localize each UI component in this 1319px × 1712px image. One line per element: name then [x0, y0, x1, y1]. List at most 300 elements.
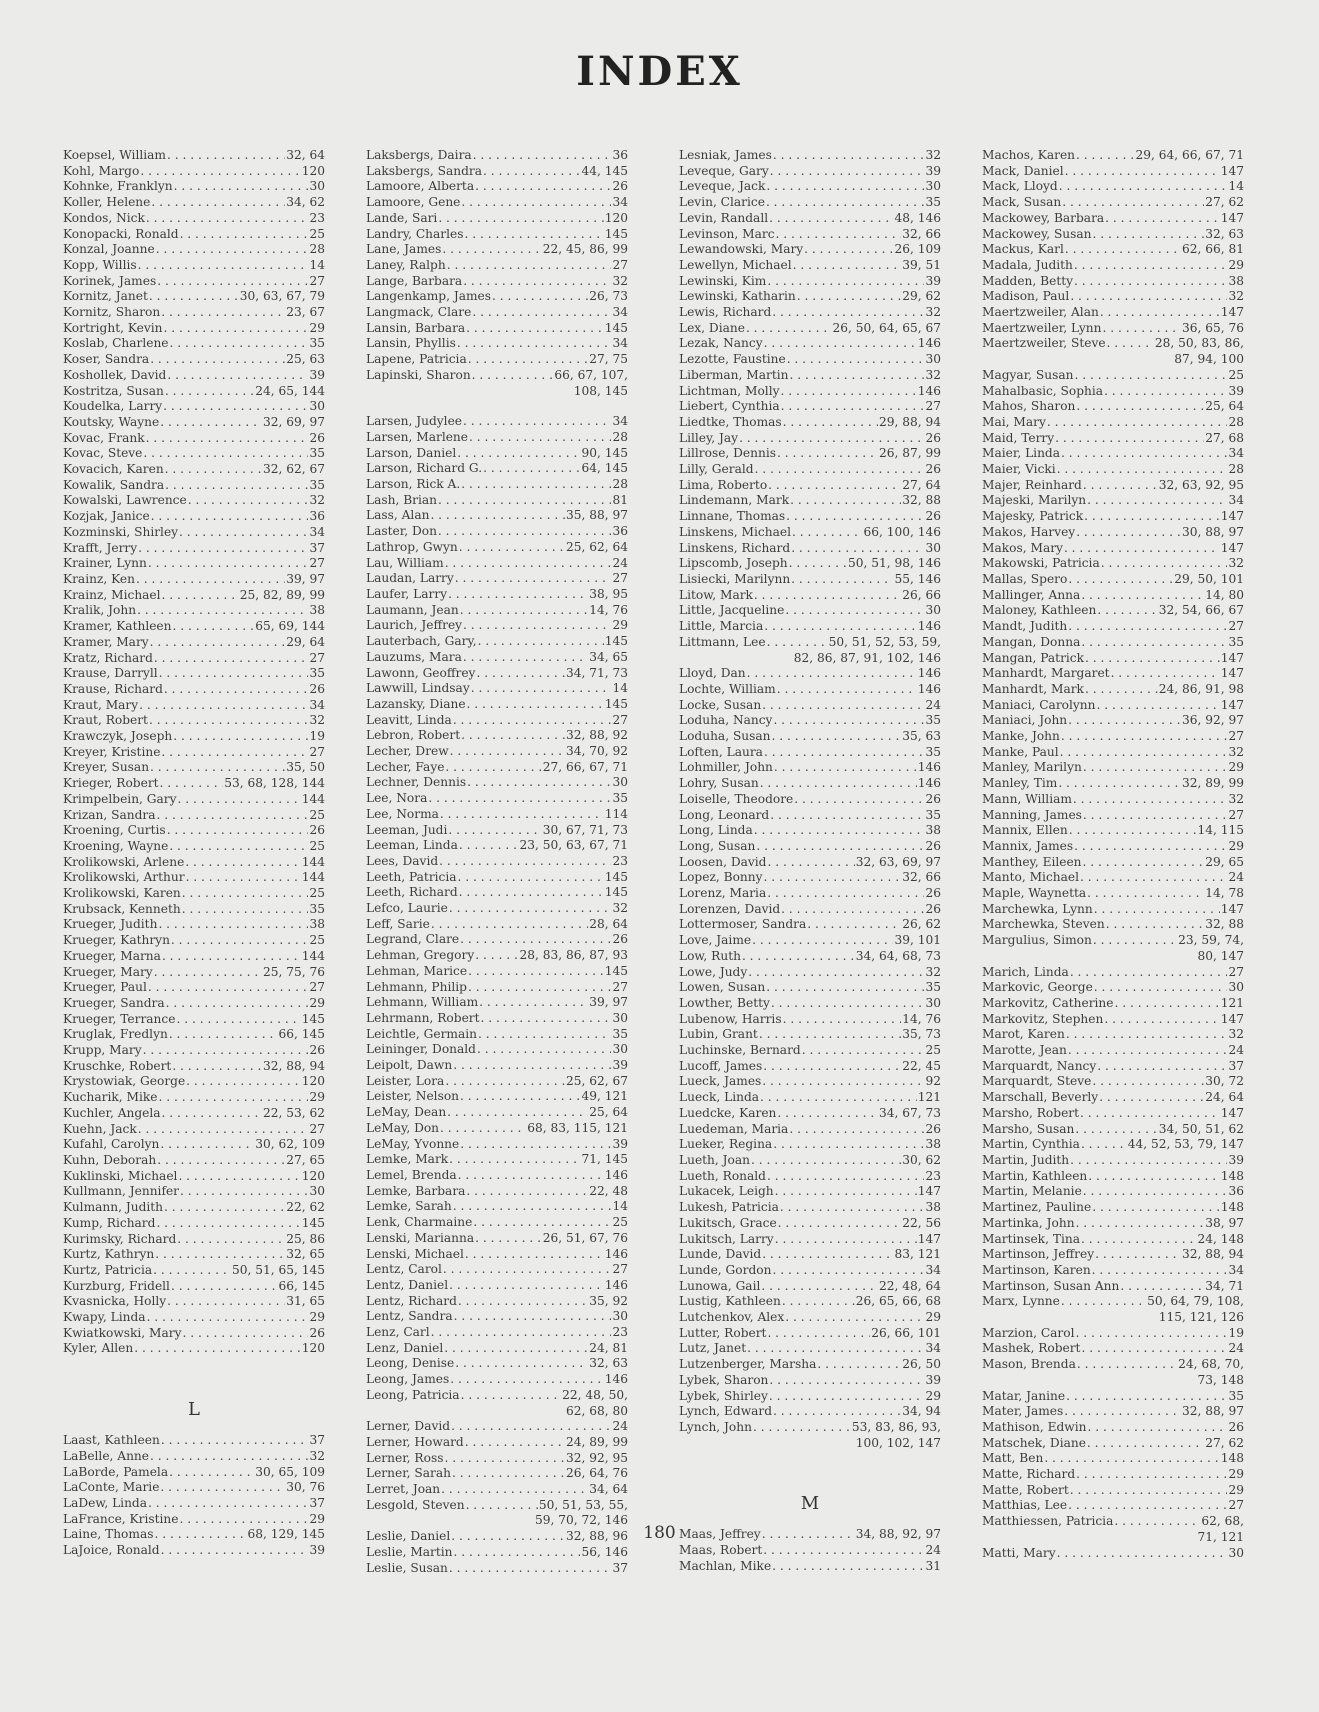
entry-pages: 56, 146	[581, 1544, 628, 1559]
entry-pages: 146	[604, 1277, 628, 1292]
entry-pages: 39	[925, 163, 941, 178]
entry-name: Maertzweiler, Steve	[982, 336, 1106, 351]
leader-dots	[457, 336, 612, 352]
leader-dots	[767, 274, 924, 290]
index-entry	[63, 1232, 325, 1248]
entry-name: Krueger, Paul	[63, 980, 147, 995]
leader-dots	[766, 980, 924, 996]
index-entry	[366, 1325, 628, 1341]
entry-pages: 27	[309, 556, 325, 571]
leader-dots	[492, 289, 588, 305]
entry-name: Lohmiller, John	[679, 760, 773, 775]
entry-pages: 30, 76	[286, 1480, 325, 1495]
entry-name: Little, Jacqueline	[679, 603, 785, 618]
entry-name: Larsen, Judylee	[366, 414, 462, 429]
leader-dots	[182, 902, 309, 918]
entry-name: Koslab, Charlene	[63, 336, 169, 351]
entry-name: Matte, Robert	[982, 1482, 1069, 1497]
index-entry	[982, 760, 1244, 776]
leader-dots	[1058, 776, 1181, 792]
leader-dots	[161, 1543, 309, 1559]
entry-name: Manthey, Eileen	[982, 854, 1082, 869]
entry-name: Maniaci, John	[982, 713, 1068, 728]
entry-pages: 36, 65, 76	[1181, 320, 1244, 335]
leader-dots	[138, 541, 308, 557]
leader-dots	[1093, 227, 1205, 243]
index-column-3	[679, 148, 941, 1574]
entry-name: Krafft, Jerry	[63, 540, 138, 555]
leader-dots	[1057, 462, 1228, 478]
entry-pages: 30	[925, 603, 941, 618]
entry-name: Majer, Reinhard	[982, 477, 1082, 492]
entry-name: Lewinski, Kim	[679, 273, 767, 288]
index-entry	[679, 446, 941, 462]
index-entry	[366, 728, 628, 744]
entry-pages-continued: 62, 68, 80	[565, 1403, 628, 1418]
leader-dots	[450, 1372, 604, 1388]
entry-name: Litow, Mark	[679, 587, 753, 602]
index-entry	[366, 1435, 628, 1451]
leader-dots	[465, 1247, 604, 1263]
entry-pages: 32, 66	[902, 226, 941, 241]
entry-name: Kufahl, Carolyn	[63, 1137, 160, 1152]
index-entry	[982, 776, 1244, 792]
leader-dots	[463, 618, 611, 634]
entry-pages: 32, 89, 99	[1181, 776, 1244, 791]
entry-pages: 32, 88	[1205, 917, 1244, 932]
entry-name: Lloyd, Dan	[679, 666, 746, 681]
index-entry	[679, 1404, 941, 1420]
entry-name: Love, Jaime	[679, 933, 752, 948]
index-entry	[679, 980, 941, 996]
entry-pages: 32, 88, 92	[565, 728, 628, 743]
leader-dots	[1047, 415, 1228, 431]
entry-pages: 32	[612, 901, 628, 916]
index-entry	[679, 1263, 941, 1279]
leader-dots	[466, 1184, 588, 1200]
leader-dots	[789, 556, 847, 572]
entry-pages-continued: 87, 94, 100	[1174, 352, 1244, 367]
index-entry	[982, 1326, 1244, 1342]
leader-dots	[1065, 242, 1181, 258]
entry-name: Lillrose, Dennis	[679, 446, 777, 461]
leader-dots	[143, 1043, 309, 1059]
entry-name: Martin, Kathleen	[982, 1168, 1088, 1183]
leader-dots	[792, 525, 862, 541]
entry-name: Mahos, Sharon	[982, 399, 1076, 414]
entry-pages: 32	[1228, 556, 1244, 571]
index-entry	[63, 509, 325, 525]
entry-name: Lerner, Sarah	[366, 1466, 451, 1481]
entry-name: Leeth, Patricia	[366, 869, 457, 884]
leader-dots	[1083, 808, 1228, 824]
entry-pages: 146	[917, 619, 941, 634]
entry-name: Maas, Jeffrey	[679, 1527, 761, 1542]
entry-name: LeMay, Don	[366, 1120, 440, 1135]
leader-dots	[159, 666, 309, 682]
entry-name: Leff, Sarie	[366, 916, 430, 931]
entry-name: Kuchler, Angela	[63, 1105, 161, 1120]
entry-name: Mangan, Donna	[982, 634, 1081, 649]
entry-name: Lentz, Richard	[366, 1293, 457, 1308]
index-entry	[679, 1169, 941, 1185]
entry-name: Koudelka, Larry	[63, 399, 163, 414]
entry-pages: 39	[309, 1543, 325, 1558]
leader-dots	[753, 1420, 851, 1436]
entry-name: Kuhn, Deborah	[63, 1153, 157, 1167]
entry-pages: 147	[917, 1231, 941, 1246]
index-entry	[366, 1482, 628, 1498]
index-entry	[982, 211, 1244, 227]
entry-pages: 147	[1220, 1105, 1244, 1120]
index-entry	[63, 870, 325, 886]
index-entry	[679, 588, 941, 604]
index-entry	[982, 839, 1244, 855]
index-entry	[982, 336, 1244, 352]
leader-dots	[457, 446, 580, 462]
entry-pages: 49, 121	[581, 1089, 628, 1104]
entry-pages: 26, 66, 101	[871, 1325, 941, 1340]
entry-pages: 120	[301, 163, 325, 178]
index-entry	[982, 1436, 1244, 1452]
entry-pages: 27	[1228, 1498, 1244, 1513]
index-entry	[679, 1341, 941, 1357]
leader-dots	[174, 179, 309, 195]
entry-pages: 38, 95	[589, 586, 628, 601]
entry-name: Kraut, Mary	[63, 697, 139, 712]
leader-dots	[1093, 933, 1177, 949]
leader-dots	[1083, 1184, 1228, 1200]
entry-pages: 30, 88, 97	[1181, 524, 1244, 539]
entry-pages: 36	[309, 509, 325, 524]
entry-name: Lutter, Robert	[679, 1325, 767, 1340]
leader-dots	[461, 195, 611, 211]
index-entry	[982, 1451, 1244, 1467]
leader-dots	[150, 760, 285, 776]
index-entry	[63, 1294, 325, 1310]
entry-name: Krieger, Robert	[63, 776, 159, 791]
leader-dots	[754, 823, 925, 839]
index-entry	[63, 1216, 325, 1232]
entry-name: Lunde, David	[679, 1247, 762, 1262]
leader-dots	[780, 1200, 925, 1216]
entry-name: Manhardt, Mark	[982, 681, 1084, 696]
index-entry	[982, 619, 1244, 635]
entry-name: Kraut, Robert	[63, 713, 148, 728]
index-entry	[366, 446, 628, 462]
entry-name: Lybek, Sharon	[679, 1372, 769, 1387]
index-entry	[366, 791, 628, 807]
entry-name: Krainer, Lynn	[63, 556, 147, 571]
index-entry	[982, 541, 1244, 557]
index-entry	[679, 274, 941, 290]
entry-pages: 27	[309, 650, 325, 665]
index-entry	[63, 1326, 325, 1342]
entry-name: Kovacich, Karen	[63, 462, 164, 477]
entry-name: Kruglak, Fredlyn	[63, 1027, 168, 1042]
leader-dots	[772, 1559, 924, 1575]
index-entry	[63, 1074, 325, 1090]
entry-pages: 29	[309, 1310, 325, 1325]
entry-name: LaFrance, Kristine	[63, 1511, 179, 1526]
index-entry	[366, 148, 628, 164]
entry-name: Mackowey, Barbara	[982, 210, 1105, 225]
leader-dots	[762, 1074, 924, 1090]
entry-pages: 29	[309, 320, 325, 335]
entry-name: Lutchenkov, Alex	[679, 1310, 785, 1325]
entry-name: Martin, Judith	[982, 1153, 1070, 1167]
leader-dots	[180, 227, 309, 243]
entry-name: Lukacek, Leigh	[679, 1184, 774, 1199]
entry-pages: 26	[309, 1043, 325, 1058]
leader-dots	[475, 179, 611, 195]
index-entry	[982, 478, 1244, 494]
entry-name: Matthias, Lee	[982, 1498, 1068, 1513]
entry-name: Lerner, David	[366, 1419, 451, 1434]
index-entry	[982, 666, 1244, 682]
index-entry	[679, 1043, 941, 1059]
entry-name: Margulius, Simon	[982, 933, 1092, 948]
leader-dots	[1057, 1546, 1228, 1562]
index-entry	[366, 964, 628, 980]
entry-pages: 30	[612, 1010, 628, 1025]
entry-pages: 147	[1220, 650, 1244, 665]
leader-dots	[797, 289, 902, 305]
index-entry	[679, 1137, 941, 1153]
entry-name: Lukitsch, Grace	[679, 1215, 777, 1230]
index-entry	[679, 242, 941, 258]
entry-name: Lynch, Edward	[679, 1404, 773, 1419]
entry-pages: 23	[612, 853, 628, 868]
entry-name: Lerret, Joan	[366, 1482, 441, 1497]
index-entry	[982, 1498, 1244, 1514]
entry-pages: 29	[1228, 1482, 1244, 1497]
entry-pages: 32, 88, 96	[565, 1529, 628, 1544]
leader-dots	[170, 336, 309, 352]
entry-pages: 34	[925, 1262, 941, 1277]
entry-name: Lecher, Drew	[366, 744, 449, 759]
leader-dots	[440, 807, 604, 823]
leader-dots	[156, 1216, 300, 1232]
index-entry	[679, 1310, 941, 1326]
index-entry	[366, 634, 628, 650]
leader-dots	[430, 508, 565, 524]
leader-dots	[172, 1059, 262, 1075]
entry-pages: 39, 51	[902, 257, 941, 272]
index-entry	[366, 1042, 628, 1058]
leader-dots	[150, 635, 286, 651]
entry-pages: 34, 62	[286, 195, 325, 210]
entry-pages: 26, 65, 66, 68	[855, 1294, 941, 1309]
entry-name: Manke, John	[982, 729, 1060, 744]
entry-pages: 66, 145	[278, 1278, 325, 1293]
entry-name: Leslie, Daniel	[366, 1529, 451, 1544]
entry-pages: 71, 145	[581, 1152, 628, 1167]
leader-dots	[772, 305, 924, 321]
entry-pages: 26	[309, 681, 325, 696]
leader-dots	[180, 1184, 308, 1200]
index-entry	[982, 902, 1244, 918]
leader-dots	[777, 682, 917, 698]
leader-dots	[173, 729, 308, 745]
entry-pages: 26, 50, 64, 65, 67	[832, 320, 941, 335]
leader-dots	[762, 698, 924, 714]
leader-dots	[752, 933, 893, 949]
index-entry	[982, 462, 1244, 478]
index-entry	[63, 949, 325, 965]
entry-name: Mangan, Patrick	[982, 650, 1085, 665]
index-entry	[63, 446, 325, 462]
entry-name: Machlan, Mike	[679, 1558, 772, 1573]
entry-pages: 39	[612, 1136, 628, 1151]
index-entry	[366, 1498, 628, 1514]
entry-name: Kornitz, Janet	[63, 289, 148, 304]
entry-pages: 147	[1220, 1011, 1244, 1026]
entry-pages: 29	[1228, 838, 1244, 853]
entry-pages: 25	[309, 838, 325, 853]
entry-name: Leininger, Donald	[366, 1042, 476, 1057]
entry-pages: 34, 64, 68, 73	[855, 948, 941, 963]
entry-name: Kozjak, Janice	[63, 509, 150, 524]
entry-name: Manto, Michael	[982, 870, 1080, 885]
leader-dots	[1070, 1483, 1228, 1499]
index-entry	[63, 164, 325, 180]
entry-name: Lees, David	[366, 853, 439, 868]
entry-name: Matschek, Diane	[982, 1435, 1086, 1450]
leader-dots	[188, 493, 309, 509]
entry-name: Long, Leonard	[679, 807, 770, 822]
index-entry	[679, 713, 941, 729]
entry-name: Levin, Randall	[679, 210, 769, 225]
leader-dots	[428, 791, 611, 807]
leader-dots	[760, 1090, 917, 1106]
entry-pages: 29, 65	[1205, 854, 1244, 869]
entry-name: Lamoore, Alberta	[366, 179, 475, 194]
entry-pages: 147	[1220, 666, 1244, 681]
index-entry	[982, 1263, 1244, 1279]
index-entry	[63, 729, 325, 745]
leader-dots	[438, 524, 612, 540]
entry-pages: 37	[1228, 1058, 1244, 1073]
leader-dots	[455, 571, 612, 587]
entry-name: Mackus, Karl	[982, 242, 1064, 257]
index-entry	[63, 713, 325, 729]
leader-dots	[767, 1169, 925, 1185]
entry-pages: 148	[1220, 1451, 1244, 1466]
index-entry	[63, 1341, 325, 1357]
index-entry	[366, 1341, 628, 1357]
entry-pages: 26, 87, 99	[878, 446, 941, 461]
entry-name: Larson, Rick A.	[366, 477, 461, 492]
entry-name: Korinek, James	[63, 273, 157, 288]
entry-pages: 27	[309, 1121, 325, 1136]
leader-dots	[1075, 1326, 1227, 1342]
entry-pages: 14, 78	[1205, 886, 1244, 901]
entry-pages: 147	[1220, 210, 1244, 225]
entry-name: Little, Marcia	[679, 619, 764, 634]
entry-name: Leister, Nelson	[366, 1089, 460, 1104]
entry-name: Kohnke, Franklyn	[63, 179, 173, 194]
index-entry	[366, 1309, 628, 1325]
entry-pages: 38	[925, 1137, 941, 1152]
entry-pages: 27	[1228, 964, 1244, 979]
index-entry	[366, 932, 628, 948]
entry-pages: 39	[612, 1058, 628, 1073]
leader-dots	[1077, 1357, 1177, 1373]
leader-dots	[465, 1435, 565, 1451]
leader-dots	[764, 619, 917, 635]
page-title: INDEX	[576, 48, 743, 95]
entry-pages-continued: 73, 148	[1197, 1372, 1244, 1387]
entry-pages: 24, 81	[589, 1340, 628, 1355]
entry-pages: 36, 92, 97	[1181, 713, 1244, 728]
leader-dots	[770, 808, 924, 824]
index-entry	[63, 525, 325, 541]
index-entry	[679, 1216, 941, 1232]
entry-name: Mack, Susan	[982, 195, 1062, 210]
entry-pages: 39, 101	[894, 933, 941, 948]
index-entry	[63, 242, 325, 258]
leader-dots	[166, 996, 309, 1012]
entry-pages: 30	[309, 179, 325, 194]
index-entry	[366, 368, 628, 384]
entry-pages: 50, 64, 79, 108,	[1147, 1294, 1244, 1309]
index-entry	[679, 1090, 941, 1106]
index-entry	[982, 195, 1244, 211]
entry-pages: 26	[612, 932, 628, 947]
leader-dots	[791, 541, 924, 557]
index-entry	[982, 164, 1244, 180]
entry-name: Majeski, Marilyn	[982, 493, 1087, 508]
entry-pages: 145	[604, 226, 628, 241]
leader-dots	[162, 1106, 262, 1122]
entry-name: Martinson, Susan Ann	[982, 1278, 1120, 1293]
entry-pages: 26	[925, 462, 941, 477]
entry-pages: 65, 69, 144	[255, 619, 325, 634]
entry-pages: 30	[925, 540, 941, 555]
leader-dots	[163, 321, 308, 337]
entry-name: Krolikowski, Arlene	[63, 854, 185, 869]
index-entry	[982, 1090, 1244, 1106]
entry-name: Madden, Betty	[982, 273, 1074, 288]
entry-name: Matt, Ben	[982, 1451, 1044, 1466]
entry-pages: 24	[1228, 1341, 1244, 1356]
index-entry	[982, 227, 1244, 243]
leader-dots	[790, 493, 901, 509]
leader-dots	[1080, 870, 1227, 886]
entry-pages: 144	[301, 791, 325, 806]
index-entry	[982, 917, 1244, 933]
index-entry	[982, 1357, 1244, 1373]
entry-pages: 66, 145	[278, 1027, 325, 1042]
entry-pages: 25	[1228, 367, 1244, 382]
entry-pages: 23	[309, 210, 325, 225]
entry-pages: 35	[1228, 1388, 1244, 1403]
entry-pages: 146	[604, 1168, 628, 1182]
entry-pages: 68, 129, 145	[247, 1527, 325, 1542]
leader-dots	[1081, 1341, 1227, 1357]
index-entry	[679, 839, 941, 855]
entry-pages: 26, 66	[902, 587, 941, 602]
index-entry	[63, 556, 325, 572]
entry-pages: 146	[604, 1372, 628, 1387]
entry-name: Lansin, Barbara	[366, 320, 466, 335]
entry-name: Kruschke, Robert	[63, 1058, 172, 1073]
leader-dots	[769, 211, 893, 227]
entry-name: Laufer, Larry	[366, 586, 448, 601]
leader-dots	[154, 651, 309, 667]
entry-pages: 26	[925, 901, 941, 916]
